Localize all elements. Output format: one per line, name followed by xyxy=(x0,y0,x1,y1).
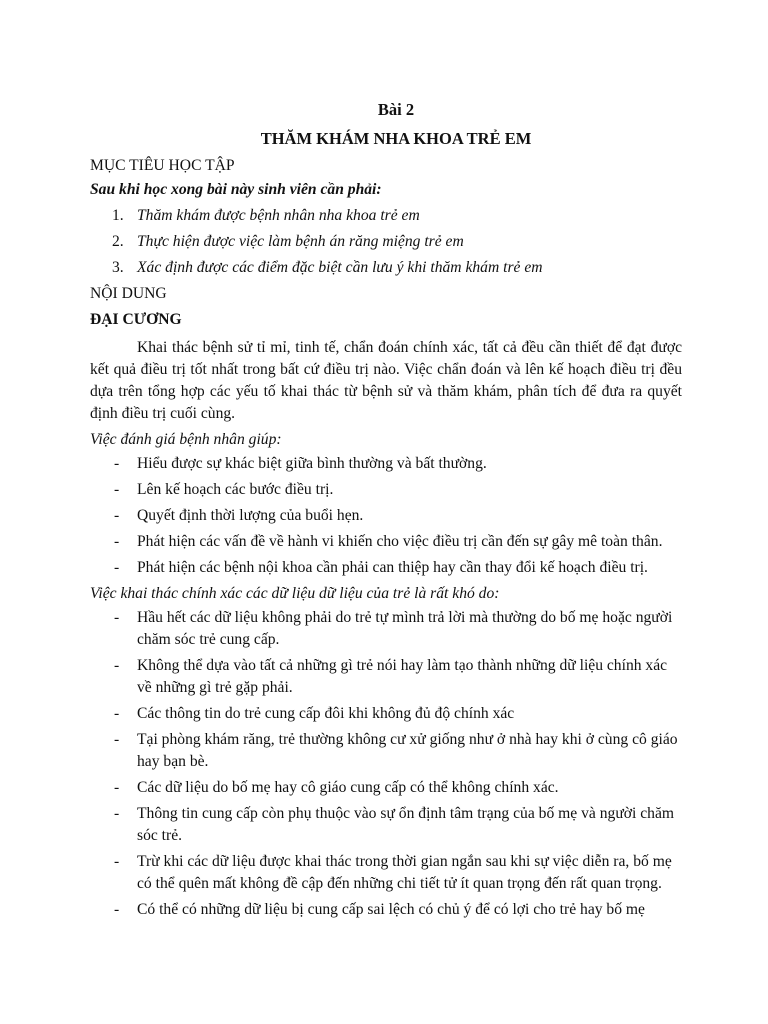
dash-bullet: - xyxy=(114,731,120,748)
list-item xyxy=(90,531,682,553)
objective-text: Thăm khám được bệnh nhân nha khoa trẻ em xyxy=(137,207,420,224)
list-item-text: Các dữ liệu do bố mẹ hay cô giáo cung cấp có thể không chính xác. xyxy=(137,779,559,796)
list-item-text: Các thông tin do trẻ cung cấp đôi khi không đủ độ chính xác xyxy=(137,705,515,722)
list-item-text: Phát hiện các vấn đề về hành vi khiến cho việc điều trị cần đến sự gây mê toàn thân. xyxy=(137,533,663,550)
list-item-text: Hiểu được sự khác biệt giữa bình thường và bất thường. xyxy=(137,455,487,472)
dash-bullet: - xyxy=(114,805,120,822)
list-item-text: Quyết định thời lượng của buổi hẹn. xyxy=(137,507,364,524)
objective-item xyxy=(90,205,682,231)
list-item xyxy=(90,777,682,799)
list-item xyxy=(90,557,682,579)
list-item xyxy=(90,655,682,699)
evaluation-intro: Việc đánh giá bệnh nhân giúp: xyxy=(90,431,282,448)
list-item-text: Lên kế hoạch các bước điều trị. xyxy=(137,481,334,498)
dash-bullet: - xyxy=(114,507,120,524)
objective-number: 3. xyxy=(112,259,124,276)
dash-bullet: - xyxy=(114,779,120,796)
objectives-list xyxy=(90,205,682,283)
objective-number: 2. xyxy=(112,233,124,250)
section-title: ĐẠI CƯƠNG xyxy=(90,311,182,328)
list-item-text: Thông tin cung cấp còn phụ thuộc vào sự ổn định tâm trạng của bố mẹ và người chăm sóc trẻ. xyxy=(137,805,675,844)
dash-bullet: - xyxy=(114,559,120,576)
dash-bullet: - xyxy=(114,853,120,870)
dash-bullet: - xyxy=(114,901,120,918)
dash-bullet: - xyxy=(114,481,120,498)
content-heading: NỘI DUNG xyxy=(90,285,167,302)
list-item xyxy=(90,899,682,921)
list-item xyxy=(90,607,682,651)
dash-bullet: - xyxy=(114,455,120,472)
lesson-title: THĂM KHÁM NHA KHOA TRẺ EM xyxy=(260,129,532,148)
list-item-text: Không thể dựa vào tất cả những gì trẻ nói hay làm tạo thành những dữ liệu chính xác về những gì trẻ gặp phải. xyxy=(137,657,668,696)
intro-paragraph: Khai thác bệnh sử tỉ mỉ, tinh tế, chẩn đoán chính xác, tất cả đều cần thiết để đạt được kết quả điều trị tốt nhất trong bất cứ điều trị nào. Việc chẩn đoán và lên kế hoạch điều trị đều dựa trên tổng hợp các yếu tố khai thác từ bệnh sử và thăm khám, phân tích để đưa ra quyết định điều trị cuối cùng. xyxy=(90,339,682,422)
list-item-text: Phát hiện các bệnh nội khoa cần phải can thiệp hay cần thay đổi kế hoạch điều trị. xyxy=(137,559,648,576)
dash-bullet: - xyxy=(114,657,120,674)
objectives-heading: MỤC TIÊU HỌC TẬP xyxy=(90,157,235,174)
list-item-text: Trừ khi các dữ liệu được khai thác trong thời gian ngắn sau khi sự việc diễn ra, bố mẹ có thể quên mất không đề cập đến những chi tiết tử ít quan trọng đến rất quan trọng. xyxy=(137,853,672,892)
objective-text: Thực hiện được việc làm bệnh án răng miệng trẻ em xyxy=(137,233,464,250)
list-item-text: Tại phòng khám răng, trẻ thường không cư xử giống như ở nhà hay khi ở cùng cô giáo hay bạn bè. xyxy=(137,731,678,770)
difficulty-list xyxy=(90,607,682,921)
list-item xyxy=(90,803,682,847)
dash-bullet: - xyxy=(114,533,120,550)
dash-bullet: - xyxy=(114,705,120,722)
objective-number: 1. xyxy=(112,207,124,224)
dash-bullet: - xyxy=(114,609,120,626)
document-page xyxy=(90,99,682,925)
list-item xyxy=(90,703,682,725)
list-item xyxy=(90,479,682,501)
list-item xyxy=(90,729,682,773)
list-item xyxy=(90,505,682,527)
objectives-intro: Sau khi học xong bài này sinh viên cần phải: xyxy=(90,181,382,198)
difficulty-intro: Việc khai thác chính xác các dữ liệu dữ liệu của trẻ là rất khó do: xyxy=(90,585,500,602)
list-item xyxy=(90,851,682,895)
list-item-text: Có thể có những dữ liệu bị cung cấp sai lệch có chủ ý để có lợi cho trẻ hay bố mẹ xyxy=(137,901,645,918)
evaluation-list xyxy=(90,453,682,579)
objective-item xyxy=(90,257,682,283)
list-item xyxy=(90,453,682,475)
list-item-text: Hầu hết các dữ liệu không phải do trẻ tự mình trả lời mà thường do bố mẹ hoặc người chăm sóc trẻ cung cấp. xyxy=(137,609,673,648)
objective-item xyxy=(90,231,682,257)
lesson-number: Bài 2 xyxy=(377,100,415,119)
objective-text: Xác định được các điểm đặc biệt cần lưu ý khi thăm khám trẻ em xyxy=(137,259,543,276)
